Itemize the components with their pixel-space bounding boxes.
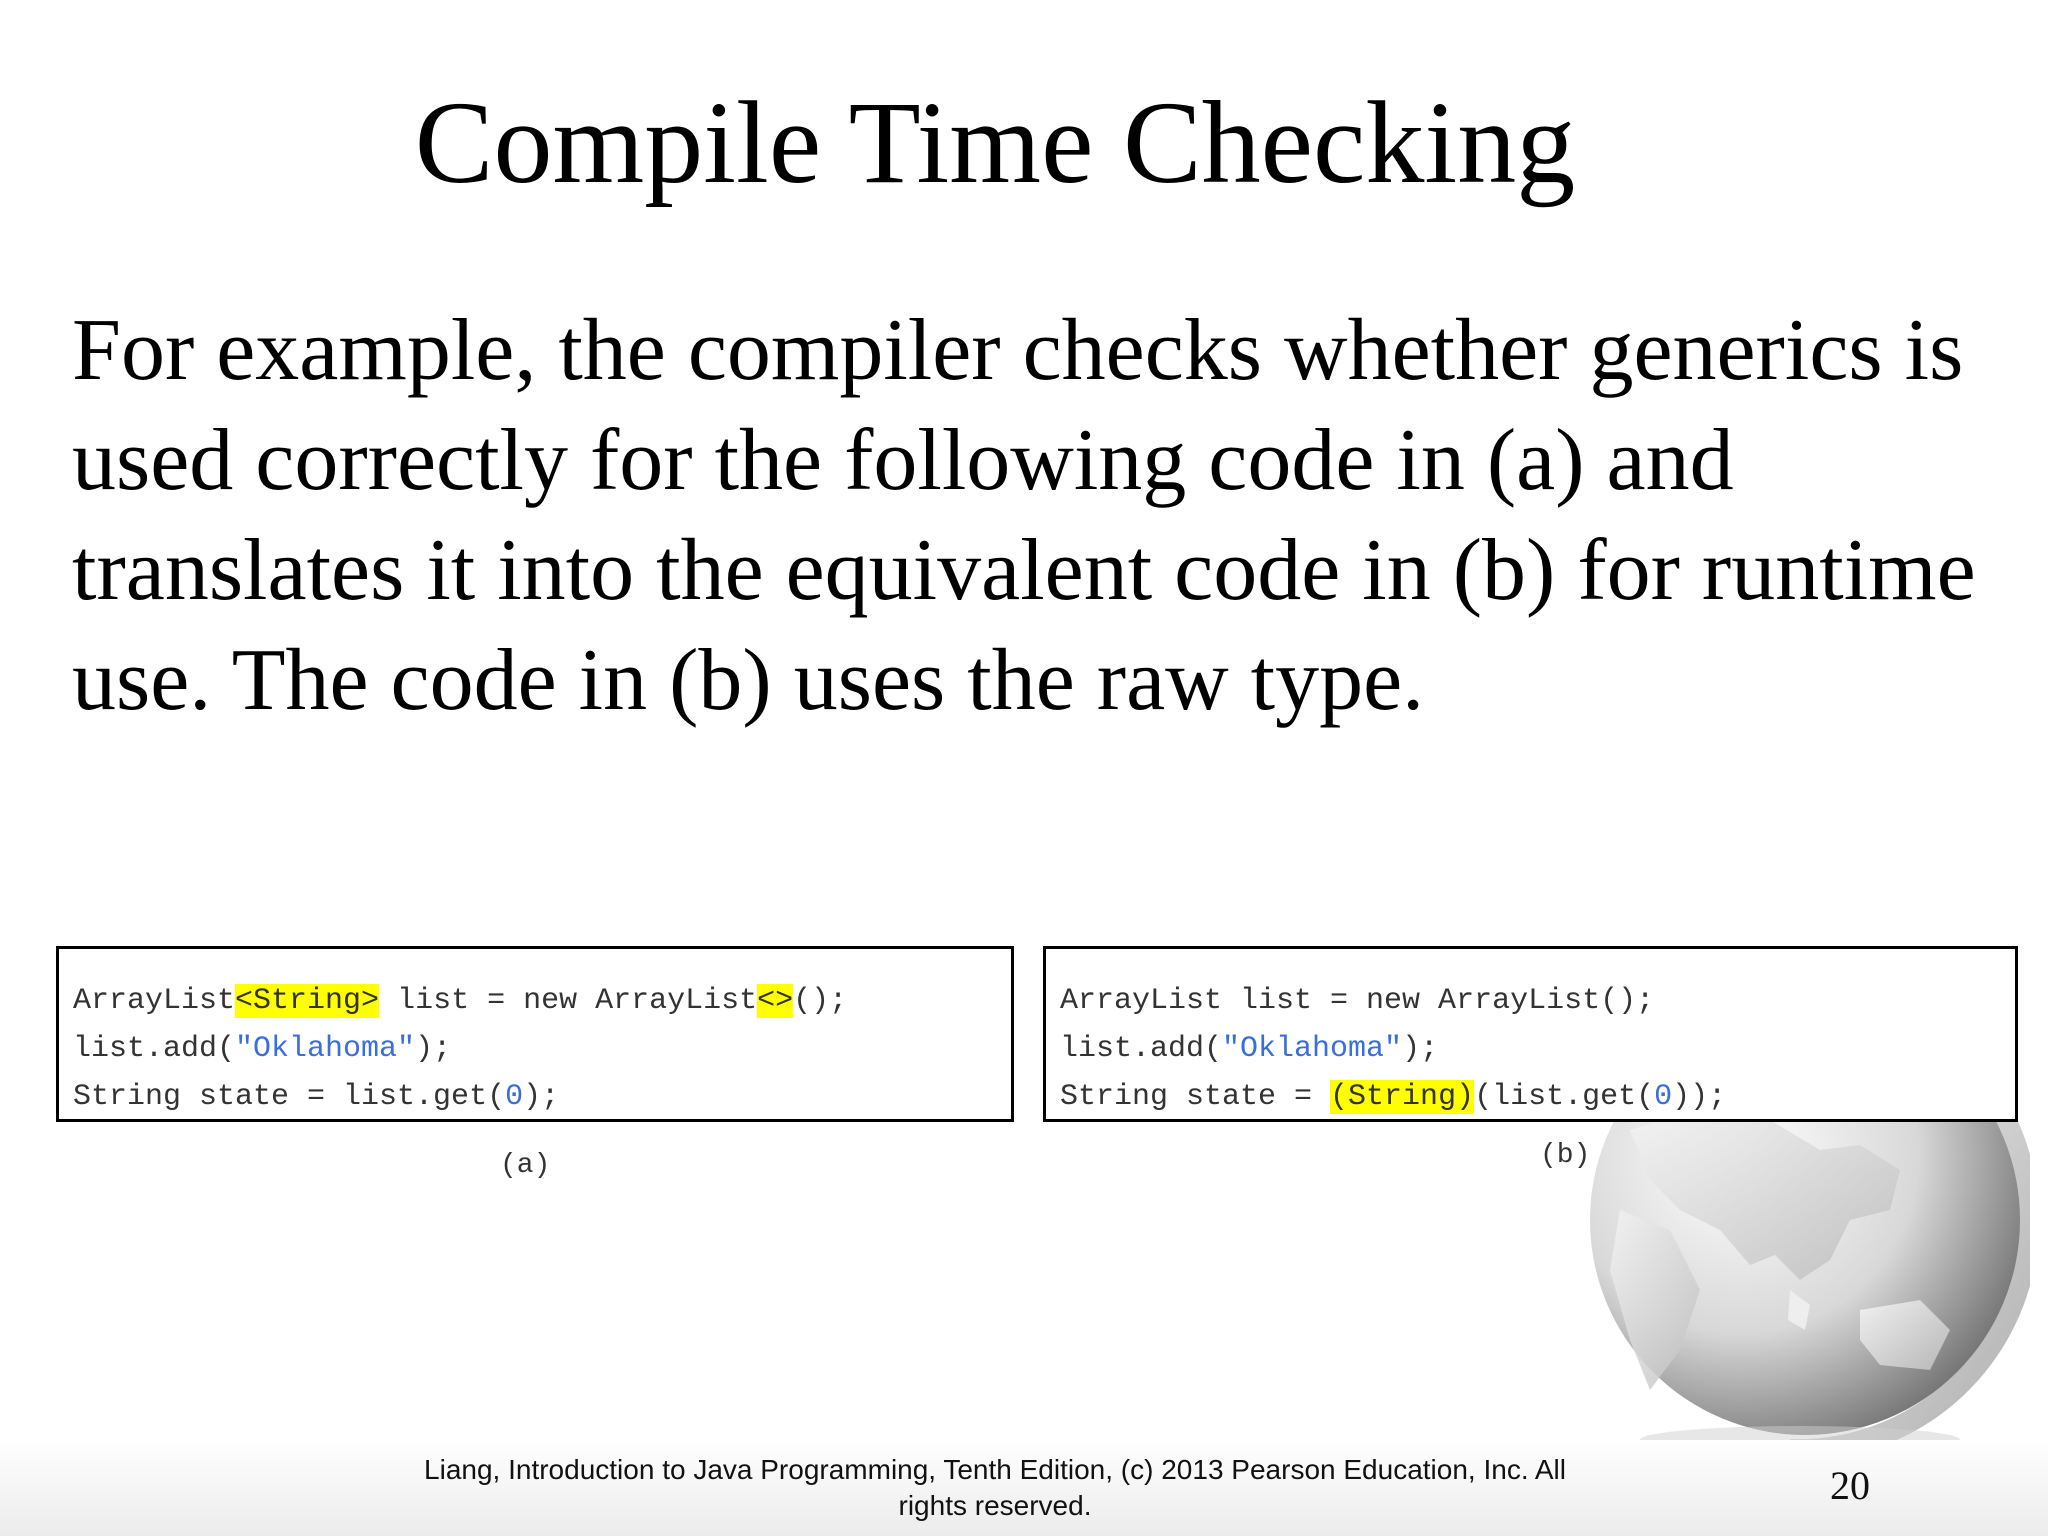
code-text: list = new ArrayList	[379, 984, 758, 1018]
string-literal: "Oklahoma"	[1222, 1032, 1403, 1066]
code-text: String state = list.get(	[73, 1080, 506, 1114]
code-text: String state =	[1060, 1080, 1331, 1114]
slide-title: Compile Time Checking	[414, 77, 1576, 208]
code-text: );	[415, 1032, 452, 1066]
code-b-line-2	[1060, 1025, 2015, 1073]
highlighted-diamond-operator: <>	[757, 984, 794, 1018]
numeric-literal: 0	[1654, 1080, 1673, 1114]
code-text: );	[523, 1080, 560, 1114]
code-a-line-2	[73, 1025, 1011, 1073]
highlighted-cast: (String)	[1330, 1080, 1475, 1114]
code-text: ));	[1672, 1080, 1727, 1114]
string-literal: "Oklahoma"	[235, 1032, 416, 1066]
code-box-a	[56, 946, 1014, 1122]
code-text: (list.get(	[1474, 1080, 1655, 1114]
caption-a: (a)	[500, 1150, 551, 1181]
code-text: );	[1402, 1032, 1439, 1066]
caption-b: (b)	[1540, 1140, 1591, 1171]
code-a-line-1	[73, 977, 1011, 1025]
code-b-line-3	[1060, 1073, 2015, 1121]
code-text: ();	[793, 984, 848, 1018]
code-a-line-3	[73, 1073, 1011, 1121]
globe-decoration-icon	[1560, 1090, 2030, 1470]
code-b-line-1: ArrayList list = new ArrayList();	[1060, 984, 1655, 1018]
page-number: 20	[1830, 1463, 1870, 1508]
code-text: ArrayList	[73, 984, 236, 1018]
highlighted-generic-type: <String>	[235, 984, 380, 1018]
footer-credit: Liang, Introduction to Java Programming, Tenth Edition, (c) 2013 Pearson Education, Inc. All rights reserved.	[424, 1454, 1566, 1521]
code-text: list.add(	[73, 1032, 236, 1066]
slide-body-text: For example, the compiler checks whether generics is used correctly for the following code in (a) and translates it into the equivalent code in (b) for runtime use. The code in (b) uses the raw type.	[72, 302, 1976, 729]
code-text: list.add(	[1060, 1032, 1223, 1066]
code-box-b	[1043, 946, 2018, 1122]
numeric-literal: 0	[505, 1080, 524, 1114]
